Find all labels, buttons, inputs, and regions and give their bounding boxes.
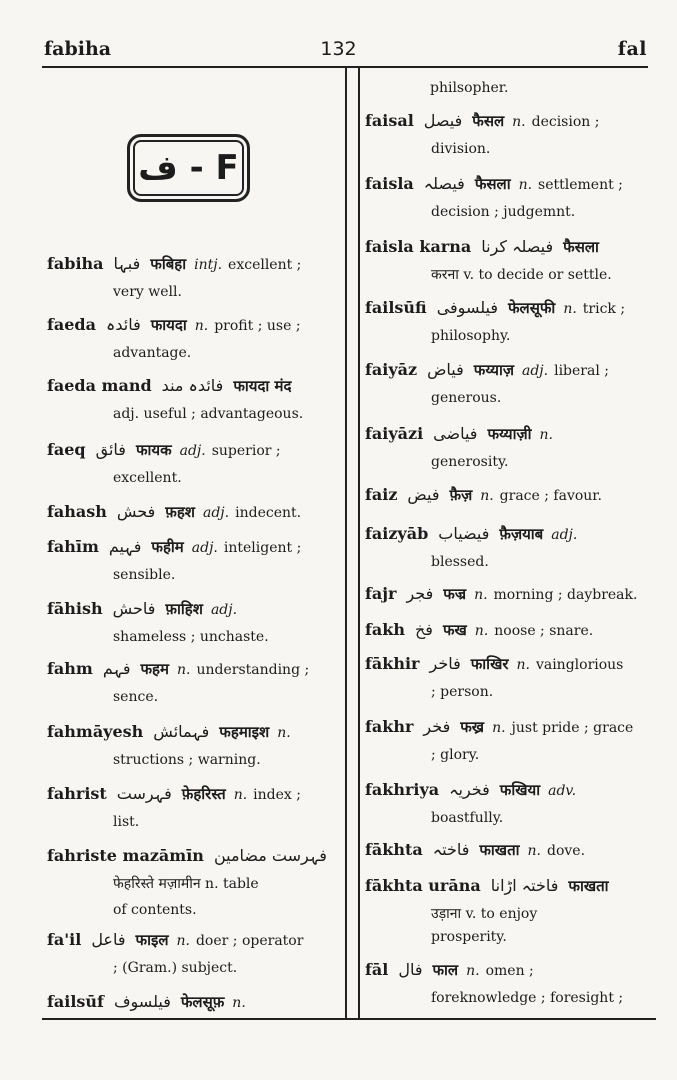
entry-line-2: shameless ; unchaste. [113,629,269,645]
entry-line-1 [47,250,339,279]
entry-line-1 [365,836,655,865]
hindi-term: फाल [432,961,459,979]
hindi-term: फैसला [474,175,511,193]
headword: fahm [47,659,93,678]
hindi-term: फाखता [479,841,520,859]
page-number: 132 [320,38,357,60]
dictionary-entry [365,616,655,645]
urdu-term: فیض [407,485,440,504]
part-of-speech: n. [233,787,248,803]
urdu-term: فاختہ [432,840,470,859]
hindi-term: फहीम [151,538,184,556]
entry-continuation: of contents. [113,902,197,918]
headword: fakhriya [365,780,440,799]
dictionary-entry [365,107,655,162]
entry-line-1 [47,842,339,871]
urdu-term: فخ [414,620,433,639]
headword: fākhir [365,654,420,673]
urdu-term: فہرست مضامین [213,846,327,865]
entry-line-2: फेहरिस्ते मज़ामीन n. table [113,876,259,892]
dictionary-entry [47,250,339,305]
dictionary-entry [47,311,339,366]
definition: liberal ; [554,363,609,379]
urdu-term: فیلسوفی [436,298,498,317]
entry-line-1 [47,372,339,401]
part-of-speech: n. [563,301,577,317]
definition: index ; [253,787,301,803]
hindi-term: फ़ैज़ [449,486,473,504]
entry-line-1 [47,988,339,1017]
urdu-term: فیلسوف [113,992,171,1011]
dictionary-entry [47,780,339,835]
entry-line-1 [47,533,339,562]
dictionary-entry [47,533,339,588]
entry-line-2: करना v. to decide or settle. [431,267,612,283]
entry-line-2: ; glory. [431,747,480,763]
dictionary-entry [47,842,339,897]
entry-line-1 [365,616,655,645]
part-of-speech: n. [176,933,190,949]
definition: morning ; daybreak. [493,587,638,603]
entry-line-1 [365,420,655,449]
headword: faisal [365,111,414,130]
header-right-guide-word: fal [617,38,647,60]
hindi-term: फ़ैज़याब [499,525,544,543]
definition: grace ; favour. [499,488,602,504]
entry-line-1 [365,580,655,609]
entry-line-2: blessed. [431,554,489,570]
dictionary-entry [365,294,655,349]
definition: omen ; [485,963,534,979]
definition: indecent. [235,505,302,521]
definition: doer ; operator [195,933,304,949]
entry-line-2: boastfully. [431,810,504,826]
entry-line-1 [365,713,655,742]
entry-continuation: prosperity. [431,929,507,945]
urdu-term: فیضیاب [438,524,490,543]
headword: faeda [47,315,96,334]
headword: faiz [365,485,398,504]
part-of-speech: n. [512,114,526,130]
hindi-term: फेलसूफ़ [180,993,225,1011]
headword: fāhish [47,599,103,618]
hindi-term: फहमाइश [219,723,270,741]
dictionary-entry [47,926,339,981]
part-of-speech: n. [177,662,191,678]
headword: failsūf [47,992,104,1011]
dictionary-entry [47,372,339,427]
hindi-term: फ़हश [165,503,195,521]
dictionary-entry [47,595,339,650]
urdu-term: فیصل [423,111,463,130]
bottom-rule [42,1018,656,1020]
urdu-term: فائدہ مند [161,376,224,395]
headword: fa'il [47,930,82,949]
entry-line-2: उड़ाना v. to enjoy [431,906,538,922]
hindi-term: फखिया [499,781,541,799]
part-of-speech: n. [194,318,209,334]
dictionary-entry [365,713,655,768]
urdu-term: فیصلہ [423,174,465,193]
urdu-term: فہمائش [153,722,210,741]
urdu-term: فائق [95,440,126,459]
dictionary-entry [365,650,655,705]
part-of-speech: n. [474,587,488,603]
definition: dove. [546,843,586,859]
entry-line-1 [365,107,655,136]
headword: fakhr [365,717,414,736]
entry-line-1 [47,926,339,955]
hindi-term: फय्याज़ [473,361,514,379]
hindi-term: फैसल [472,112,505,130]
column-divider [345,66,347,1019]
entry-line-2: very well. [113,284,182,300]
part-of-speech: adj. [203,505,230,521]
dictionary-entry [47,498,339,527]
part-of-speech: n. [277,725,291,741]
definition: just pride ; grace [511,720,634,736]
headword: fakh [365,620,405,639]
entry-line-2: structions ; warning. [113,752,261,768]
part-of-speech: n. [474,623,489,639]
hindi-term: फय्याज़ी [487,425,532,443]
entry-line-1 [365,520,655,549]
hindi-term: फायक [135,441,172,459]
headword: fāl [365,960,389,979]
hindi-term: फायदा [150,316,187,334]
entry-line-1 [365,481,655,510]
entry-line-2: division. [431,141,491,157]
entry-line-2: excellent. [113,470,182,486]
part-of-speech: n. [518,177,533,193]
part-of-speech: n. [466,963,480,979]
headword: fahīm [47,537,99,556]
part-of-speech: n. [492,720,506,736]
part-of-speech: n. [232,995,246,1011]
dictionary-entry [365,520,655,575]
dictionary-entry [365,233,655,288]
headword: faiyāzi [365,424,424,443]
hindi-term: फाखता [568,877,609,895]
urdu-term: فبہا [113,254,141,273]
dictionary-entry [365,872,655,927]
headword: fahriste mazāmīn [47,846,204,865]
part-of-speech: n. [527,843,541,859]
entry-line-1 [47,595,339,624]
part-of-speech: adj. [521,363,549,379]
urdu-term: فیاضی [433,424,478,443]
dictionary-entry [365,481,655,510]
entry-line-2: ; person. [431,684,494,700]
dictionary-entry [365,170,655,225]
column-divider-2 [358,66,360,1019]
definition: settlement ; [538,177,623,193]
entry-line-2: generosity. [431,454,509,470]
part-of-speech: adj. [191,540,218,556]
part-of-speech: n. [480,488,494,504]
header-left-guide-word: fabiha [44,38,112,60]
urdu-term: فہیم [108,537,142,556]
definition: trick ; [582,301,626,317]
entry-line-2: sensible. [113,567,176,583]
entry-line-1 [365,170,655,199]
definition: decision ; [531,114,600,130]
entry-line-2: adj. useful ; advantageous. [113,406,304,422]
dictionary-entry [47,718,339,773]
definition: profit ; use ; [214,318,301,334]
part-of-speech: adv. [548,783,577,799]
urdu-term: فیصلہ کرنا [481,237,554,256]
hindi-term: फेलसूफी [507,299,556,317]
entry-line-1 [365,650,655,679]
definition: noose ; snare. [494,623,594,639]
part-of-speech: adj. [179,443,206,459]
entry-line-1 [365,233,655,262]
urdu-term: فخر [423,717,451,736]
hindi-term: फ़ेहरिस्त [181,785,226,803]
headword: faizyāb [365,524,429,543]
entry-line-1 [365,356,655,385]
urdu-term: فجر [406,584,434,603]
definition: inteligent ; [223,540,302,556]
hindi-term: फख [442,621,467,639]
urdu-term: فخریہ [449,780,490,799]
dictionary-entry [365,956,655,1011]
entry-line-1 [47,780,339,809]
urdu-term: فہم [102,659,131,678]
entry-line-2: advantage. [113,345,192,361]
entry-line-2: generous. [431,390,502,406]
dictionary-entry [365,420,655,475]
urdu-term: فال [398,960,423,979]
entry-line-1 [47,655,339,684]
dictionary-entry [365,356,655,411]
entry-line-2: decision ; judgemnt. [431,204,576,220]
headword: faisla [365,174,414,193]
headword: fākhta urāna [365,876,481,895]
urdu-term: فحش [116,502,156,521]
headword: fahash [47,502,107,521]
dictionary-entry [47,988,339,1017]
definition: superior ; [211,443,281,459]
part-of-speech: adj. [551,527,578,543]
hindi-term: फहम [140,660,169,678]
entry-line-1 [365,956,655,985]
dictionary-entry [47,655,339,710]
hindi-term: फज्र [443,585,467,603]
entry-line-2: sence. [113,689,159,705]
entry-line-1 [47,498,339,527]
part-of-speech: adj. [210,602,238,618]
part-of-speech: n. [516,657,530,673]
headword: faeda mand [47,376,152,395]
hindi-term: फाखिर [470,655,509,673]
hindi-term: फैसला [563,238,599,256]
entry-line-1 [365,294,655,323]
continued-text: philsopher. [430,80,509,96]
urdu-term: فاعل [91,930,126,949]
headword: faisla karna [365,237,472,256]
urdu-term: فائدہ [105,315,141,334]
headword: fabiha [47,254,104,273]
entry-line-2: philosophy. [431,328,511,344]
entry-line-1 [47,311,339,340]
entry-line-1 [47,436,339,465]
entry-line-1 [47,718,339,747]
headword: fajr [365,584,397,603]
dictionary-entry [47,436,339,491]
urdu-term: فاختہ اڑانا [490,876,559,895]
urdu-term: فہرست [116,784,172,803]
headword: fākhta [365,840,423,859]
headword: failsūfi [365,298,427,317]
part-of-speech: n. [539,427,553,443]
dictionary-entry [365,776,655,831]
definition: understanding ; [196,662,310,678]
hindi-term: फाइल [135,931,169,949]
dictionary-entry [365,580,655,609]
entry-line-2: list. [113,814,140,830]
dictionary-entry [365,836,655,865]
letter-section-box: ف - F [127,134,250,202]
hindi-term: फबिहा [150,255,187,273]
headword: faiyāz [365,360,418,379]
hindi-term: फख्र [460,718,485,736]
entry-line-2: foreknowledge ; foresight ; [431,990,624,1006]
urdu-term: فاخر [429,654,461,673]
urdu-term: فیاض [427,360,464,379]
hindi-term: फ़ाहिश [165,600,203,618]
urdu-term: فاحش [112,599,156,618]
entry-line-1 [365,776,655,805]
definition: vainglorious [535,657,624,673]
entry-line-1 [365,872,655,901]
headword: fahrist [47,784,107,803]
headword: faeq [47,440,86,459]
part-of-speech: intj. [194,257,223,273]
entry-line-2: ; (Gram.) subject. [113,960,238,976]
headword: fahmāyesh [47,722,144,741]
definition: excellent ; [228,257,302,273]
hindi-term: फायदा मंद [233,377,292,395]
